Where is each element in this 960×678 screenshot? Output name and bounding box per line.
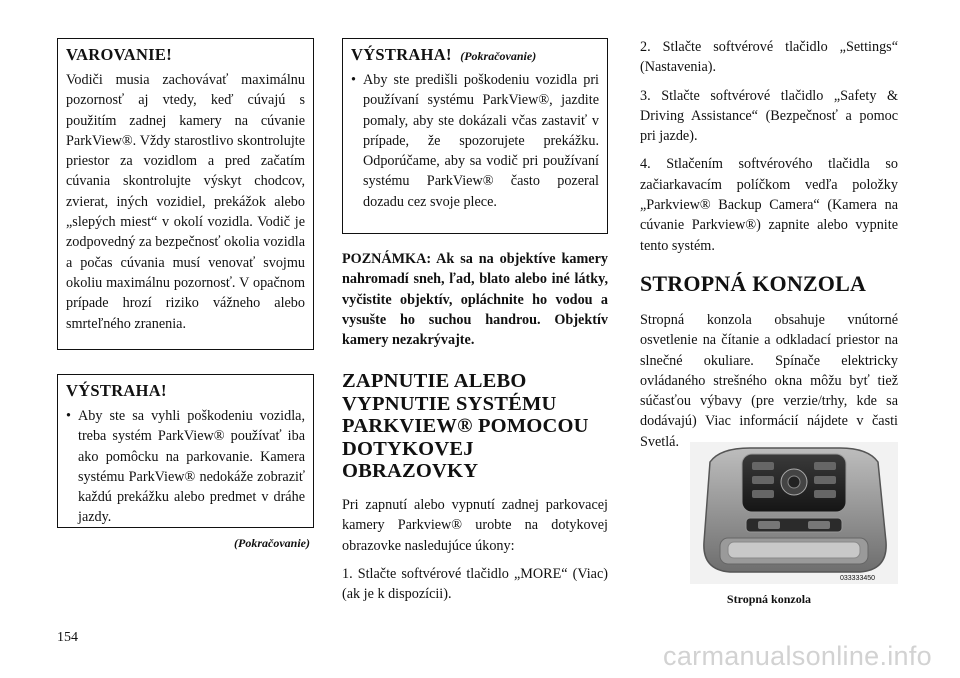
right-column (640, 37, 898, 460)
caution-text: Aby ste predišli poškodeniu vozidla pri používaní systému ParkView®, jazdite pomaly, aby ste dokázali včas zastaviť v prípade, že spozorujete prekážku. Odporúčame, aby sa vodič pri používaní systému ParkView® často pozeral dozadu cez svoje plece. (363, 72, 599, 210)
page-number: 154 (57, 630, 78, 645)
middle-column (342, 38, 608, 612)
note-paragraph: POZNÁMKA: Ak sa na objektíve kamery nahromadí sneh, ľad, blato alebo iné látky, vyčistite objektív, opláchnite ho vodou a vysušte ho suchou handrou. Objektív kamery nezakrývajte. (342, 251, 608, 349)
caution-title-text: VÝSTRAHA! (351, 45, 452, 64)
caution-bullet (351, 70, 599, 212)
warning-title: VAROVANIE! (66, 45, 172, 64)
left-column (57, 38, 314, 551)
overhead-console-figure (690, 442, 898, 584)
intro-paragraph: Pri zapnutí alebo vypnutí zadnej parkovacej kamery Parkview® urobte na dotykovej obrazovke nasledujúce úkony: (342, 496, 608, 554)
step-1: 1. Stlačte softvérové tlačidlo „MORE“ (Viac) (ak je k dispozícii). (342, 565, 608, 603)
warning-text: Vodiči musia zachovávať maximálnu pozornosť aj vtedy, keď cúvajú s použitím zadnej kamery na cúvanie ParkView®. Vždy starostlivo skontrolujte priestor za vozidlom a pred začatím cúvania skontrolujte výskyt chodcov, zvierat, iných vozidiel, prekážok alebo „slepých miest“ v okolí vozidla. Vodič je zodpovedný za bezpečnosť okolia vozidla a počas cúvania musí venovať svojmu okoliu maximálnu pozornosť. V opačnom prípade hrozí riziko vážneho alebo smrteľného zranenia. (66, 72, 305, 332)
caution-bullet (66, 406, 305, 528)
overhead-console-illustration (690, 442, 898, 584)
figure-caption: Stropná konzola (726, 592, 812, 606)
continued-label: (Pokračovanie) (234, 536, 310, 550)
caution-title (351, 45, 599, 65)
step-4: 4. Stlačením softvérového tlačidla so začiarkavacím políčkom vedľa položky „Parkview® Backup Camera“ (Kamera na cúvanie Parkview®) zapnite alebo vypnite tento systém. (640, 156, 898, 254)
step-3: 3. Stlačte softvérové tlačidlo „Safety & Driving Assistance“ (Bezpečnosť a pomoc pri jazde). (640, 87, 898, 145)
section-heading-console: STROPNÁ KONZOLA (640, 270, 867, 296)
caution-box (57, 374, 314, 528)
caution-text: Aby ste sa vyhli poškodeniu vozidla, treba systém ParkView® používať iba ako pomôcku na parkovanie. Kamera systému ParkView® nedokáže zobraziť každú prekážku alebo predmet v dráhe jazdy. (78, 408, 305, 526)
section-heading: ZAPNUTIE ALEBO VYPNUTIE SYSTÉMU PARKVIEW® POMOCOU DOTYKOVEJ OBRAZOVKY (342, 370, 589, 483)
step-2: 2. Stlačte softvérové tlačidlo „Settings“ (Nastavenia). (640, 39, 898, 76)
caution-continued-label: (Pokračovanie) (460, 49, 537, 63)
caution-title: VÝSTRAHA! (66, 381, 167, 400)
caution-box-continued (342, 38, 608, 234)
bullet-icon: • (66, 408, 71, 424)
figure-code: 033333450 (840, 575, 876, 582)
watermark: carmanualsonline.info (663, 641, 932, 671)
warning-box (57, 38, 314, 350)
console-paragraph: Stropná konzola obsahuje vnútorné osvetlenie na čítanie a odkladací priestor na slnečné okuliare. Spínače elektricky ovládaného strešného okna môžu byť tiež súčasťou výbavy (pre verzie/trhy, kde sa dodávajú) Viac informácií nájdete v časti Svetlá. (640, 311, 898, 450)
bullet-icon: • (351, 72, 356, 88)
